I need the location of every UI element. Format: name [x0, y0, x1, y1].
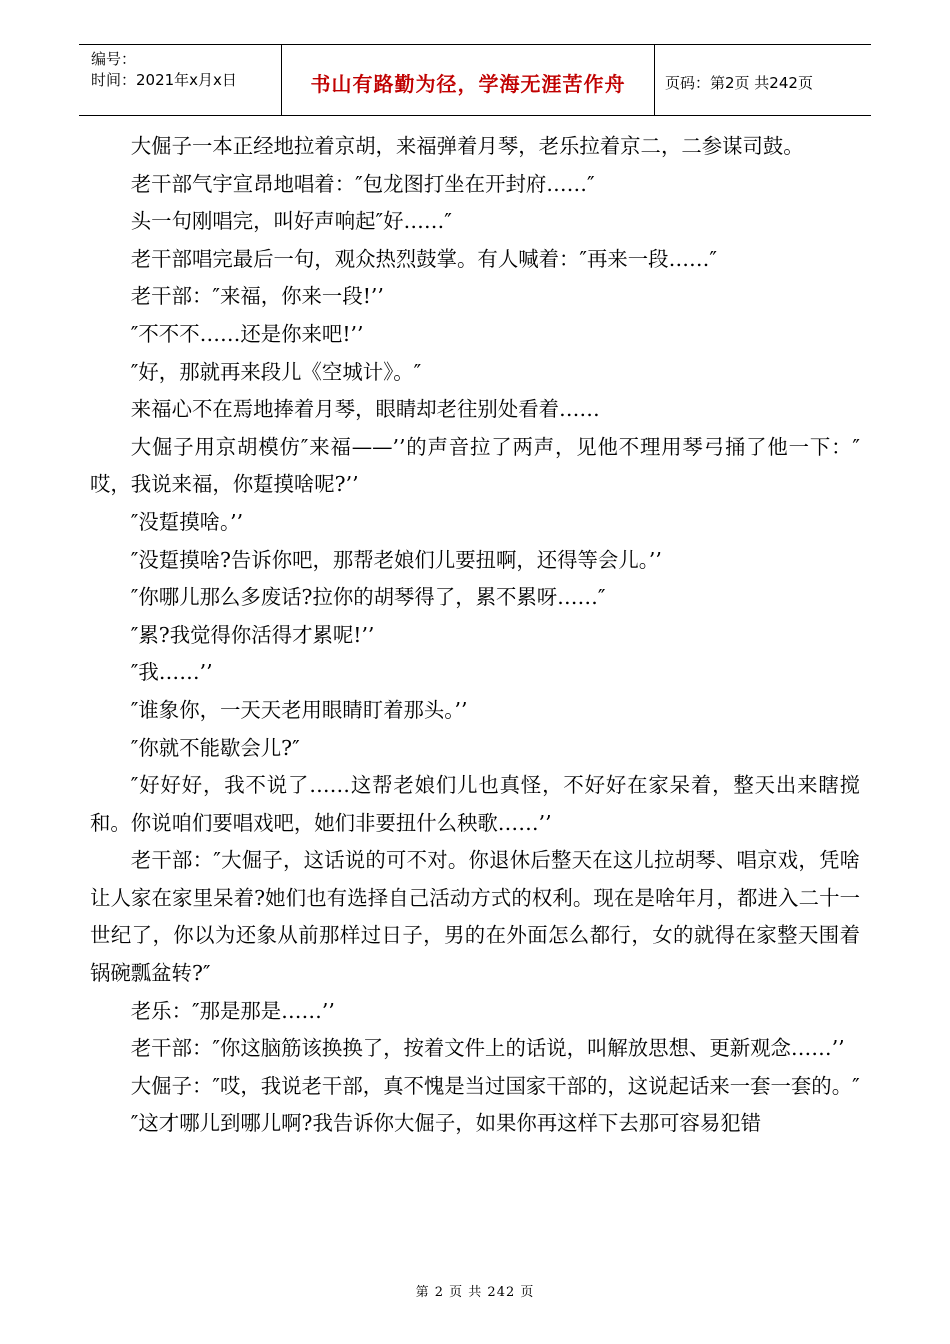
paragraph: 老乐：″那是那是……’’: [130, 998, 335, 1023]
paragraph: ″谁象你，一天天老用眼睛盯着那头。’’: [130, 697, 468, 722]
paragraph: 老干部气宇宣昂地唱着：″包龙图打坐在开封府……″: [130, 171, 595, 196]
paragraph: ″你哪儿那么多废话?拉你的胡琴得了，累不累呀……″: [130, 585, 606, 610]
paragraph: 大倔子用京胡模仿″来福——’’的声音拉了两声，见他不理用琴弓捅了他一下：″哎，我说来福，你踅摸啥呢?’’: [90, 434, 860, 497]
paragraph: ″没踅摸啥。’’: [130, 509, 244, 534]
time-label: 时间：2021年x月x日: [91, 71, 237, 89]
header-motto: 书山有路勤为径，学海无涯苦作舟: [282, 45, 655, 115]
paragraph: ″没踅摸啥?告诉你吧，那帮老娘们儿要扭啊，还得等会儿。’’: [130, 547, 662, 572]
header-meta: [79, 45, 282, 115]
paragraph: ″不不不……还是你来吧!’’: [130, 321, 364, 346]
paragraph: ″累?我觉得你活得才累呢!’’: [130, 622, 375, 647]
paragraph: ″这才哪儿到哪儿啊?我告诉你大倔子，如果你再这样下去那可容易犯错: [130, 1111, 762, 1136]
paragraph: ″你就不能歇会儿?″: [130, 735, 300, 760]
paragraph: ″我……’’: [130, 660, 213, 685]
page-header: [79, 44, 871, 116]
paragraph: 老干部：″来福，你来一段!’’: [130, 284, 384, 309]
page-footer: 第 2 页 共 242 页: [415, 1285, 535, 1300]
paragraph: 头一句刚唱完，叫好声响起″好……″: [130, 209, 452, 234]
paragraph: 老干部唱完最后一句，观众热烈鼓掌。有人喊着：″再来一段……″: [130, 246, 717, 271]
paragraph: 老干部：″你这脑筋该换换了，按着文件上的话说，叫解放思想、更新观念……’’: [130, 1036, 845, 1061]
paragraph: 大倔子一本正经地拉着京胡，来福弹着月琴，老乐拉着京二，二参谋司鼓。: [130, 134, 804, 158]
paragraph: 大倔子：″哎，我说老干部，真不愧是当过国家干部的，这说起话来一套一套的。″: [130, 1073, 860, 1098]
number-label: 编号：: [91, 50, 137, 68]
paragraph: ″好好好，我不说了……这帮老娘们儿也真怪，不好好在家呆着，整天出来瞎搅和。你说咱们要唱戏吧，她们非要扭什么秧歌……’’: [90, 773, 860, 835]
paragraph: 老干部：″大倔子，这话说的可不对。你退休后整天在这儿拉胡琴、唱京戏，凭啥让人家在家里呆着?她们也有选择自己活动方式的权利。现在是啥年月，都进入二十一世纪了，你以为还象从前那样过日子，男的在外面怎么都行，女的就得在家整天围着锅碗瓢盆转?″: [90, 848, 860, 986]
document-body: [90, 128, 860, 1143]
header-page-info: 页码：第2页 共242页: [665, 73, 813, 92]
paragraph: ″好，那就再来段儿《空城计》。″: [130, 359, 422, 384]
paragraph: 来福心不在焉地捧着月琴，眼睛却老往别处看着……: [130, 397, 600, 422]
